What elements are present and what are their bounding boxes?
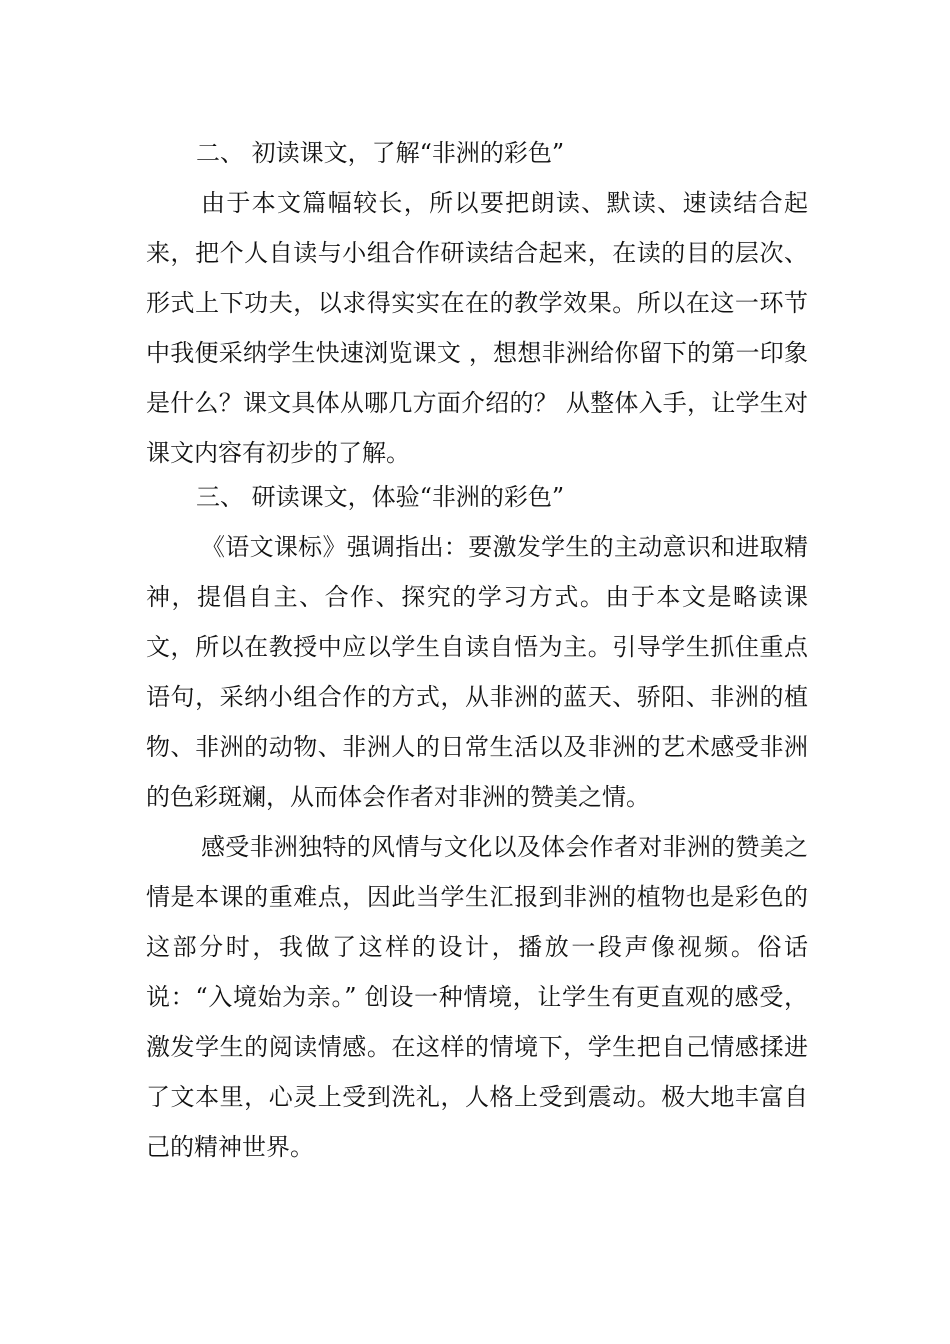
section-2-paragraph-1: 由于本文篇幅较长，所以要把朗读、默读、速读结合起来，把个人自读与小组合作研读结合起来，在读的目的层次、形式上下功夫，以求得实实在在的教学效果。所以在这一环节中我便采纳学生快速浏览课文 ，想想非洲给你留下的第一印象是什么？课文具体从哪几方面介绍的？ 从整体入手，让学生对课文内容有初步的了解。 (146, 189, 808, 467)
section-3-heading: 三、 研读课文，体验“非洲的彩色” (196, 483, 565, 511)
section-2 (146, 128, 808, 478)
section-2-heading: 二、 初读课文，了解“非洲的彩色” (196, 139, 565, 167)
section-3-paragraph-1: 《语文课标》强调指出：要激发学生的主动意识和进取精神，提倡自主、合作、探究的学习方式。由于本文是略读课文，所以在教授中应以学生自读自悟为主。引导学生抓住重点语句，采纳小组合作的方式，从非洲的蓝天、骄阳、非洲的植物、非洲的动物、非洲人的日常生活以及非洲的艺术感受非洲的色彩斑斓，从而体会作者对非洲的赞美之情。 (146, 533, 808, 811)
section-3-paragraph-2: 感受非洲独特的风情与文化以及体会作者对非洲的赞美之情是本课的重难点，因此当学生汇报到非洲的植物也是彩色的这部分时，我做了这样的设计，播放一段声像视频。俗话说：“入境始为亲。” 创设一种情境，让学生有更直观的感受，激发学生的阅读情感。在这样的情境下，学生把自己情感揉进了文本里，心灵上受到洗礼，人格上受到震动。极大地丰富自己的精神世界。 (146, 833, 808, 1161)
section-3 (146, 472, 808, 1172)
